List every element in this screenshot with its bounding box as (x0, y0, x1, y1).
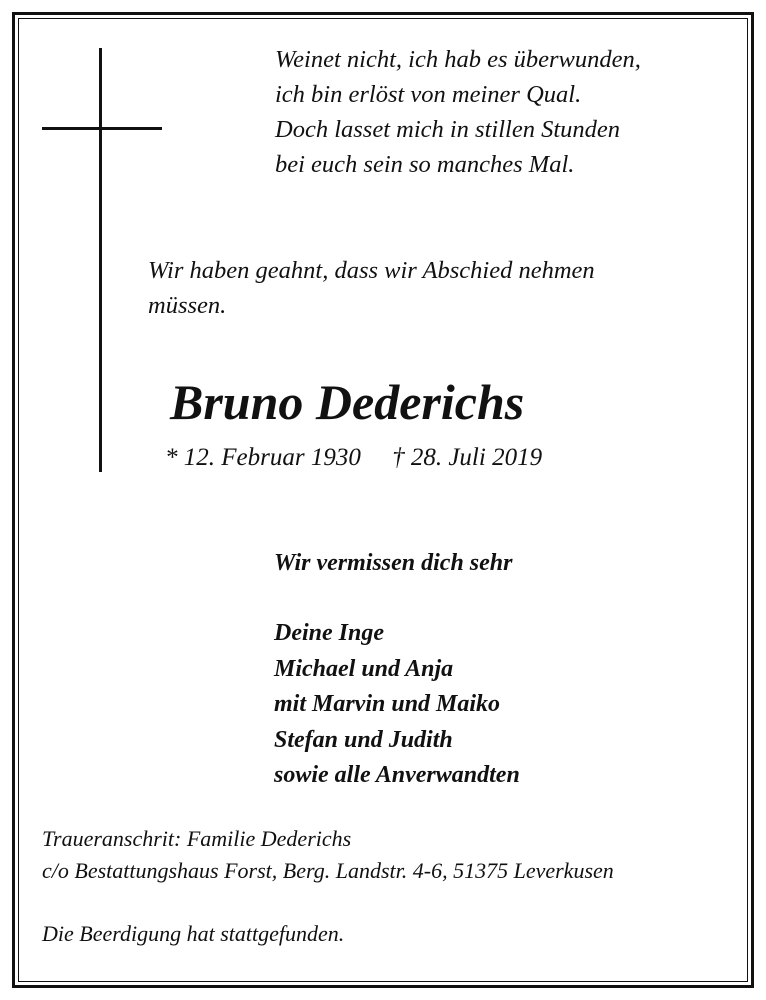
intro-line: müssen. (148, 292, 227, 319)
miss-text: Wir vermissen dich sehr (274, 550, 513, 576)
mourner-line: Deine Inge (274, 620, 384, 646)
mourner-line: Stefan und Judith (274, 726, 453, 753)
mourner-line: mit Marvin und Maiko (274, 691, 501, 717)
poem-verse (275, 42, 641, 182)
poem-line: Weinet nicht, ich hab es überwunden, (275, 46, 641, 73)
mourning-address (42, 823, 614, 887)
funeral-note: Die Beerdigung hat stattgefunden. (42, 921, 345, 946)
mourners-list (274, 616, 520, 794)
address-line: c/o Bestattungshaus Forst, Berg. Landstr. 4-6, 51375 Leverkusen (42, 858, 614, 883)
poem-line: Doch lasset mich in stillen Stunden (275, 116, 620, 143)
mourner-line: sowie alle Anverwandten (274, 762, 520, 788)
mourner-line: Michael und Anja (274, 655, 454, 682)
life-dates (165, 441, 542, 475)
address-line: Traueranschrit: Familie Dederichs (42, 826, 352, 851)
intro-line: Wir haben geahnt, dass wir Abschied nehmen (148, 257, 595, 284)
intro-text (148, 253, 595, 323)
poem-line: ich bin erlöst von meiner Qual. (275, 81, 582, 108)
cross-vertical-bar (99, 48, 102, 472)
deceased-name: Bruno Dederichs (170, 374, 525, 430)
birth-date: * 12. Februar 1930 (165, 444, 361, 471)
death-date: † 28. Juli 2019 (392, 444, 543, 471)
cross-horizontal-bar (42, 127, 162, 130)
poem-line: bei euch sein so manches Mal. (275, 151, 575, 178)
